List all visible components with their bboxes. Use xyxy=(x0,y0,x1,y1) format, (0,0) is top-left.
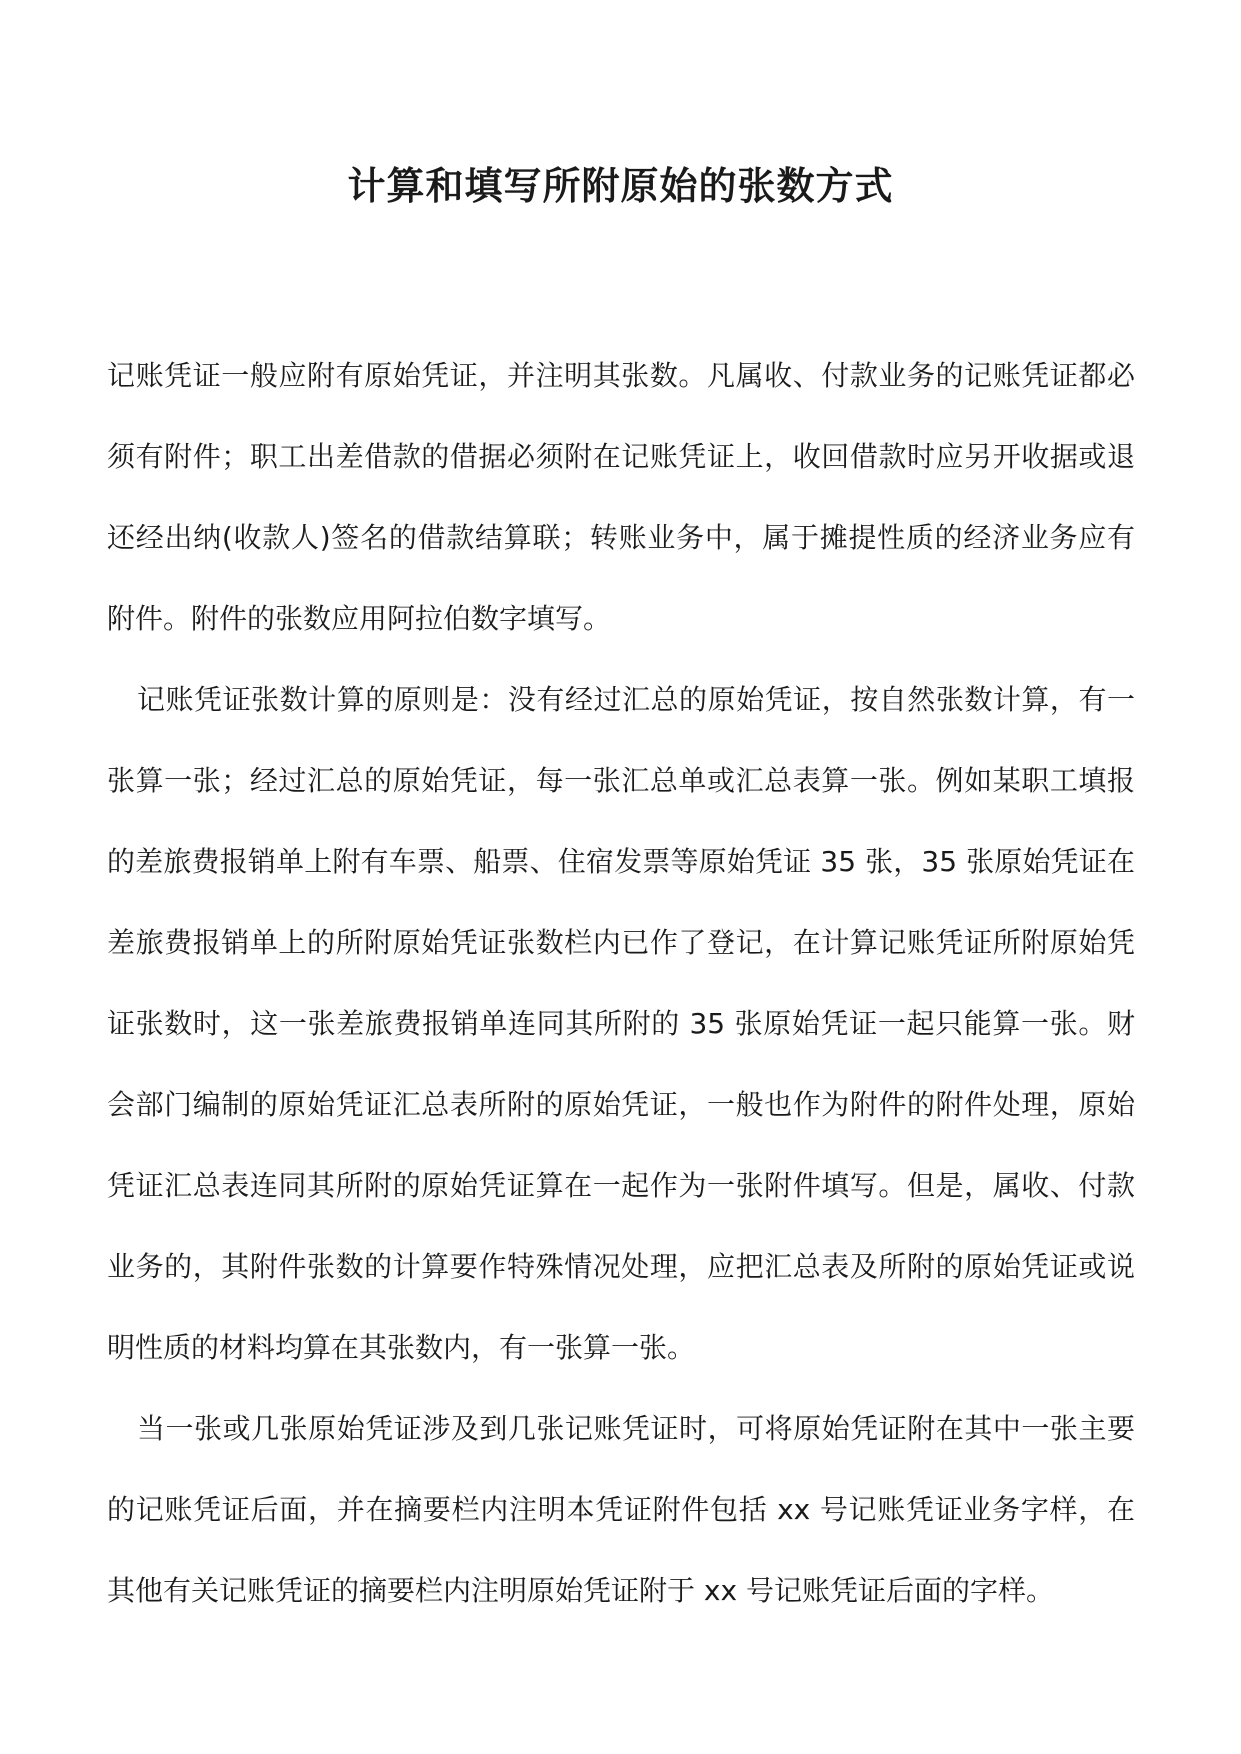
paragraph-shared-attachments: 当一张或几张原始凭证涉及到几张记账凭证时，可将原始凭证附在其中一张主要的记账凭证后面，并在摘要栏内注明本凭证附件包括 xx 号记账凭证业务字样，在其他有关记账凭证的摘要栏内注明原始凭证附于 xx 号记账凭证后面的字样。 xyxy=(107,1412,1135,1607)
document-body xyxy=(107,335,1135,1631)
document-title: 计算和填写所附原始的张数方式 xyxy=(347,163,894,208)
paragraph-attachments-requirement: 记账凭证一般应附有原始凭证，并注明其张数。凡属收、付款业务的记账凭证都必须有附件；职工出差借款的借据必须附在记账凭证上，收回借款时应另开收据或退还经出纳(收款人)签名的借款结算联；转账业务中，属于摊提性质的经济业务应有附件。附件的张数应用阿拉伯数字填写。 xyxy=(107,359,1135,635)
paragraph-counting-principle: 记账凭证张数计算的原则是：没有经过汇总的原始凭证，按自然张数计算，有一张算一张；经过汇总的原始凭证，每一张汇总单或汇总表算一张。例如某职工填报的差旅费报销单上附有车票、船票、住宿发票等原始凭证 35 张，35 张原始凭证在差旅费报销单上的所附原始凭证张数栏内已作了登记，在计算记账凭证所附原始凭证张数时，这一张差旅费报销单连同其所附的 35 张原始凭证一起只能算一张。财会部门编制的原始凭证汇总表所附的原始凭证，一般也作为附件的附件处理，原始凭证汇总表连同其所附的原始凭证算在一起作为一张附件填写。但是，属收、付款业务的，其附件张数的计算要作特殊情况处理，应把汇总表及所附的原始凭证或说明性质的材料均算在其张数内，有一张算一张。 xyxy=(107,683,1135,1364)
